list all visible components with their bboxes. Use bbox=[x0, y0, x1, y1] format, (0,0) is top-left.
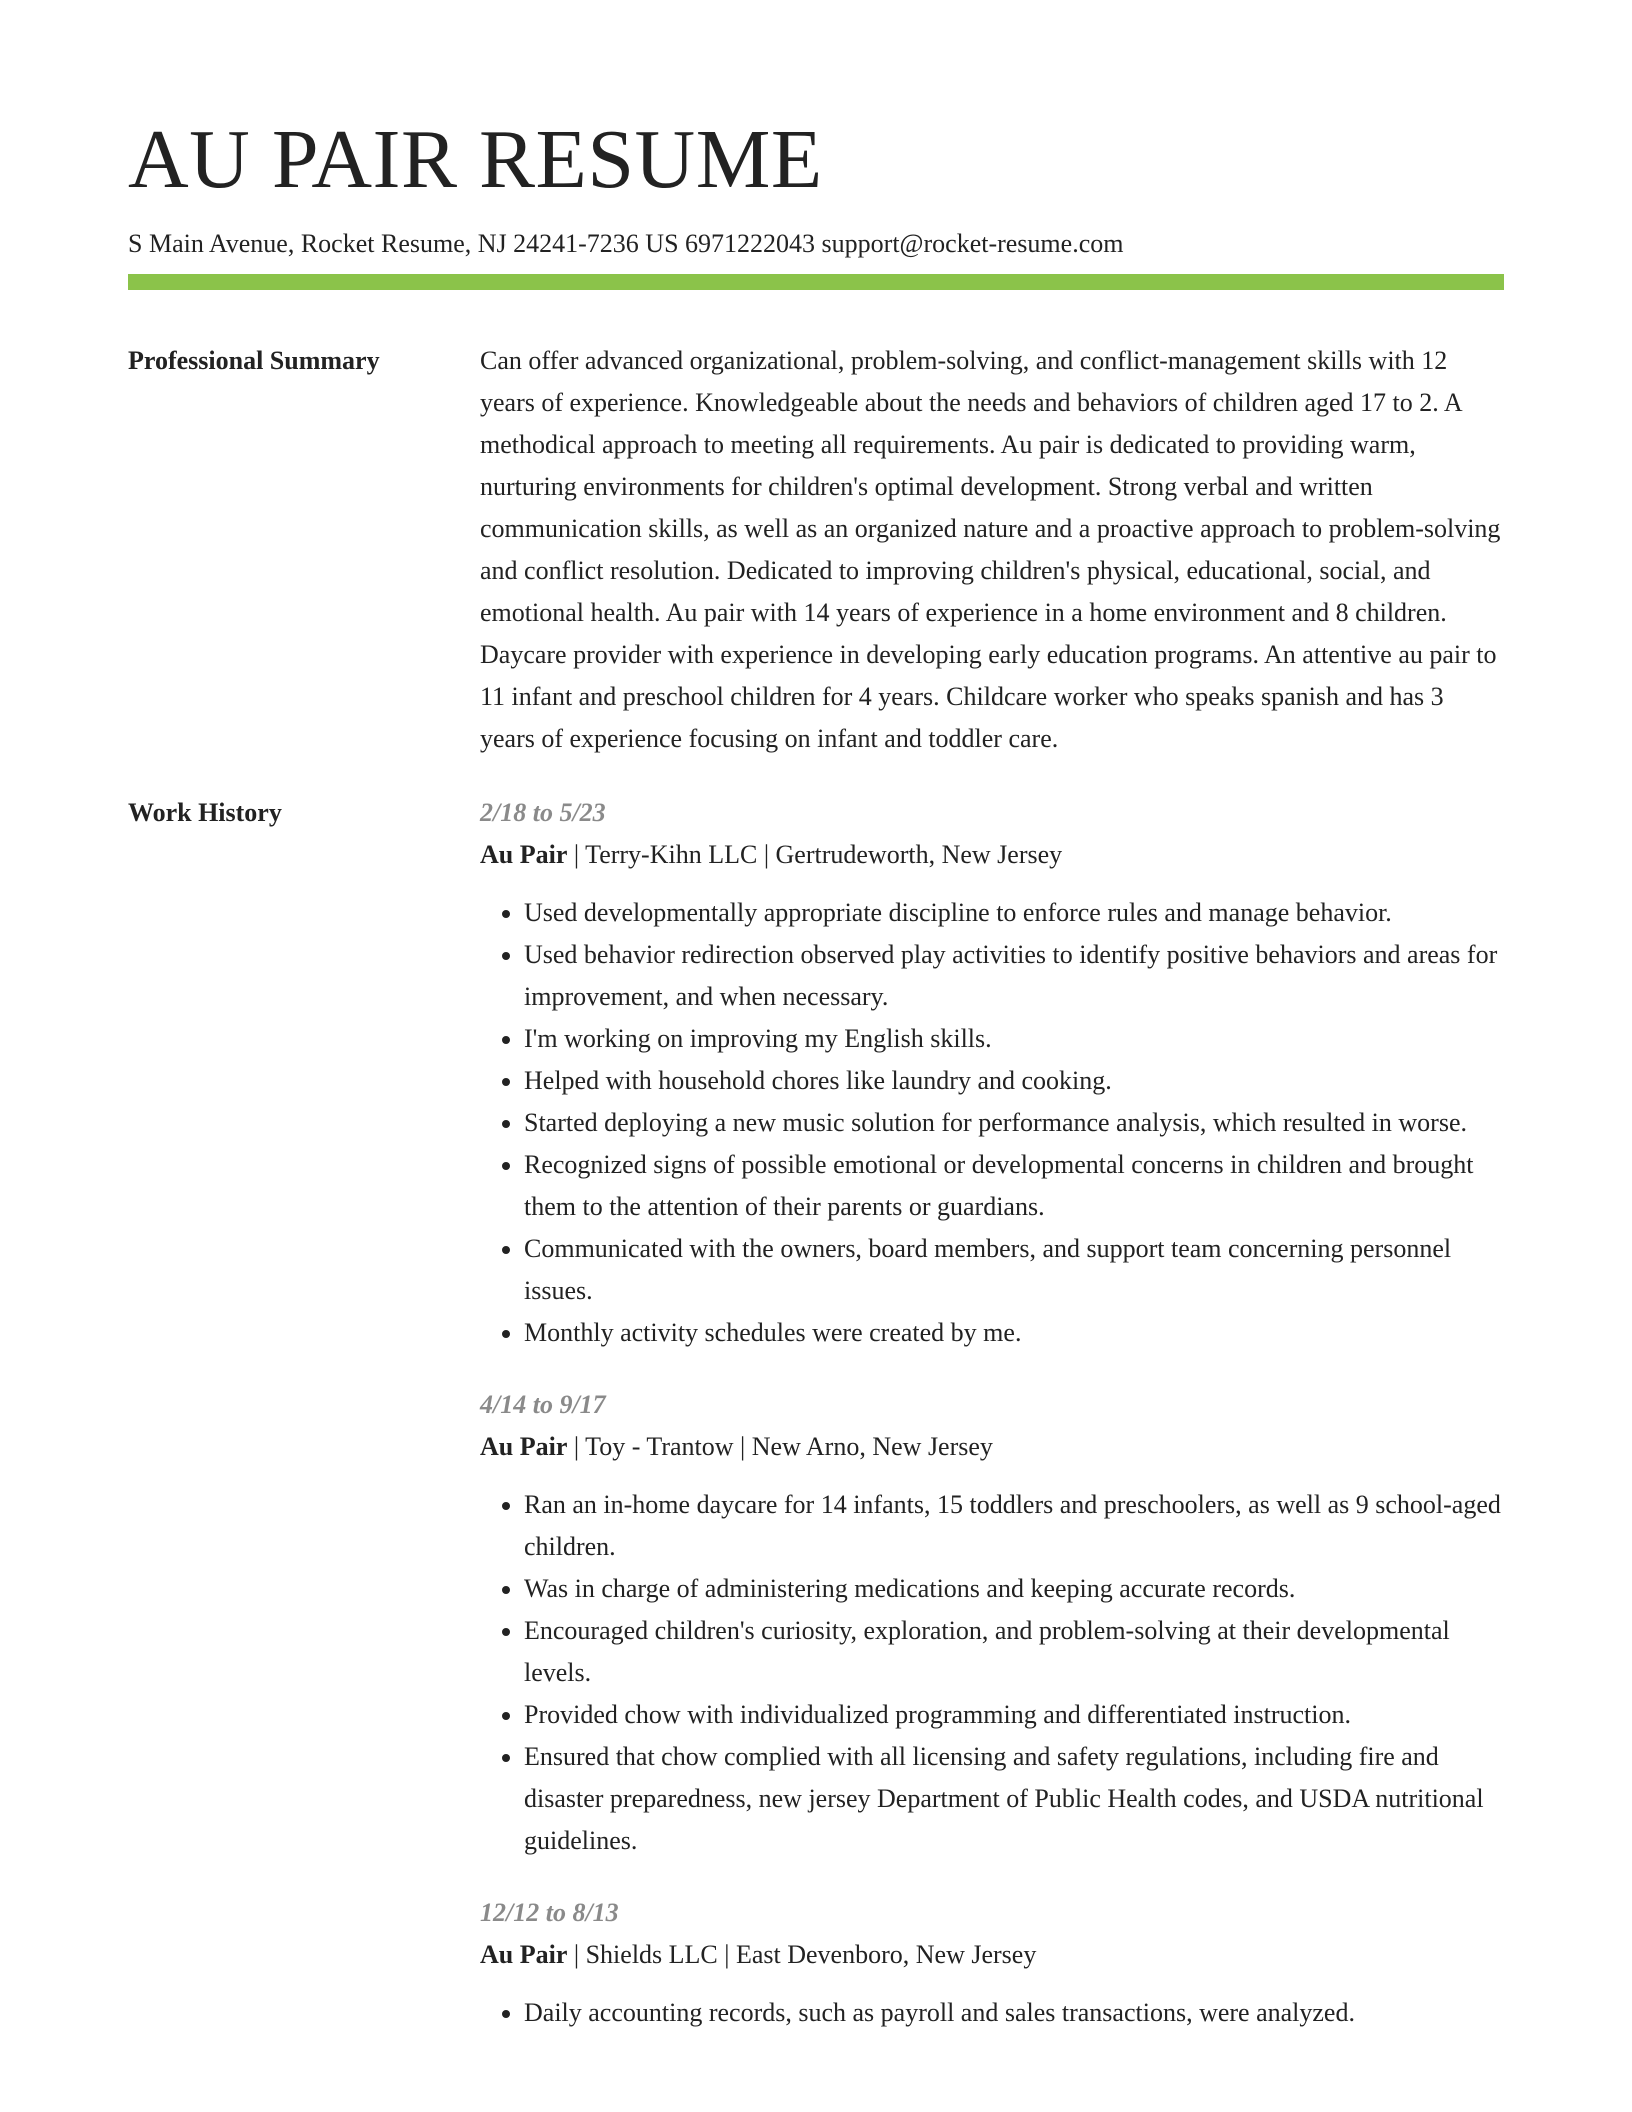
contact-address: S Main Avenue, Rocket Resume, NJ 24241-7236 US bbox=[128, 229, 679, 258]
duty-item: • Recognized signs of possible emotional or developmental concerns in children and brought them to the attention of their parents or guardians. bbox=[524, 1144, 1504, 1228]
resume-page bbox=[128, 113, 1504, 2034]
resume-title: AU PAIR RESUME bbox=[128, 113, 823, 206]
duty-item: • Encouraged children's curiosity, exploration, and problem-solving at their developmental levels. bbox=[524, 1610, 1504, 1694]
job-duties bbox=[480, 1992, 1504, 2034]
job-title-line bbox=[480, 1934, 1504, 1976]
section-label-work: Work History bbox=[128, 798, 282, 827]
job-title-line bbox=[480, 834, 1504, 876]
job-employer-location: | Terry-Kihn LLC | Gertrudeworth, New Jersey bbox=[567, 840, 1063, 869]
job-title-line bbox=[480, 1426, 1504, 1468]
duty-item: • Helped with household chores like laundry and cooking. bbox=[524, 1060, 1504, 1102]
duty-item: • Ensured that chow complied with all licensing and safety regulations, including fire and disaster preparedness, new jersey Department of Public Health codes, and USDA nutritional guidelines. bbox=[524, 1736, 1504, 1862]
duty-item: • Started deploying a new music solution for performance analysis, which resulted in worse. bbox=[524, 1102, 1504, 1144]
header-divider bbox=[128, 274, 1504, 290]
job-employer-location: | Toy - Trantow | New Arno, New Jersey bbox=[567, 1432, 993, 1461]
work-history-list bbox=[480, 792, 1504, 2034]
duty-item: • Provided chow with individualized programming and differentiated instruction. bbox=[524, 1694, 1504, 1736]
duty-item: • Communicated with the owners, board members, and support team concerning personnel issues. bbox=[524, 1228, 1504, 1312]
duty-item: • Monthly activity schedules were created by me. bbox=[524, 1312, 1504, 1354]
contact-line bbox=[128, 228, 1504, 260]
job-entry bbox=[480, 1892, 1504, 2034]
job-duties bbox=[480, 1484, 1504, 1862]
section-label-summary: Professional Summary bbox=[128, 346, 380, 375]
job-entry bbox=[480, 792, 1504, 1354]
job-title: Au Pair bbox=[480, 1432, 568, 1461]
duty-item: • I'm working on improving my English skills. bbox=[524, 1018, 1504, 1060]
job-entry bbox=[480, 1384, 1504, 1862]
professional-summary-section bbox=[128, 340, 1504, 760]
duty-item: • Daily accounting records, such as payroll and sales transactions, were analyzed. bbox=[524, 1992, 1504, 2034]
summary-text: Can offer advanced organizational, problem-solving, and conflict-management skills with 12 years of experience. Knowledgeable about the needs and behaviors of children aged 17 to 2. A methodical approach to meeting all requirements. Au pair is dedicated to providing warm, nurturing environments for children's optimal development. Strong verbal and written communication skills, as well as an organized nature and a proactive approach to problem-solving and conflict resolution. Dedicated to improving children's physical, educational, social, and emotional health. Au pair with 14 years of experience in a home environment and 8 children. Daycare provider with experience in developing early education programs. An attentive au pair to 11 infant and preschool children for 4 years. Childcare worker who speaks spanish and has 3 years of experience focusing on infant and toddler care. bbox=[480, 346, 1501, 753]
job-duties bbox=[480, 892, 1504, 1354]
job-title: Au Pair bbox=[480, 840, 568, 869]
duty-item: • Used behavior redirection observed play activities to identify positive behaviors and areas for improvement, and when necessary. bbox=[524, 934, 1504, 1018]
duty-item: • Used developmentally appropriate discipline to enforce rules and manage behavior. bbox=[524, 892, 1504, 934]
job-title: Au Pair bbox=[480, 1940, 568, 1969]
job-employer-location: | Shields LLC | East Devenboro, New Jersey bbox=[567, 1940, 1037, 1969]
contact-phone: 6971222043 bbox=[685, 229, 816, 258]
duty-item: • Was in charge of administering medications and keeping accurate records. bbox=[524, 1568, 1504, 1610]
duty-item: • Ran an in-home daycare for 14 infants, 15 toddlers and preschoolers, as well as 9 school-aged children. bbox=[524, 1484, 1504, 1568]
contact-email: support@rocket-resume.com bbox=[821, 229, 1124, 258]
job-dates: 12/12 to 8/13 bbox=[480, 1898, 619, 1927]
job-dates: 2/18 to 5/23 bbox=[480, 798, 606, 827]
job-dates: 4/14 to 9/17 bbox=[480, 1390, 606, 1419]
work-history-section bbox=[128, 792, 1504, 2034]
